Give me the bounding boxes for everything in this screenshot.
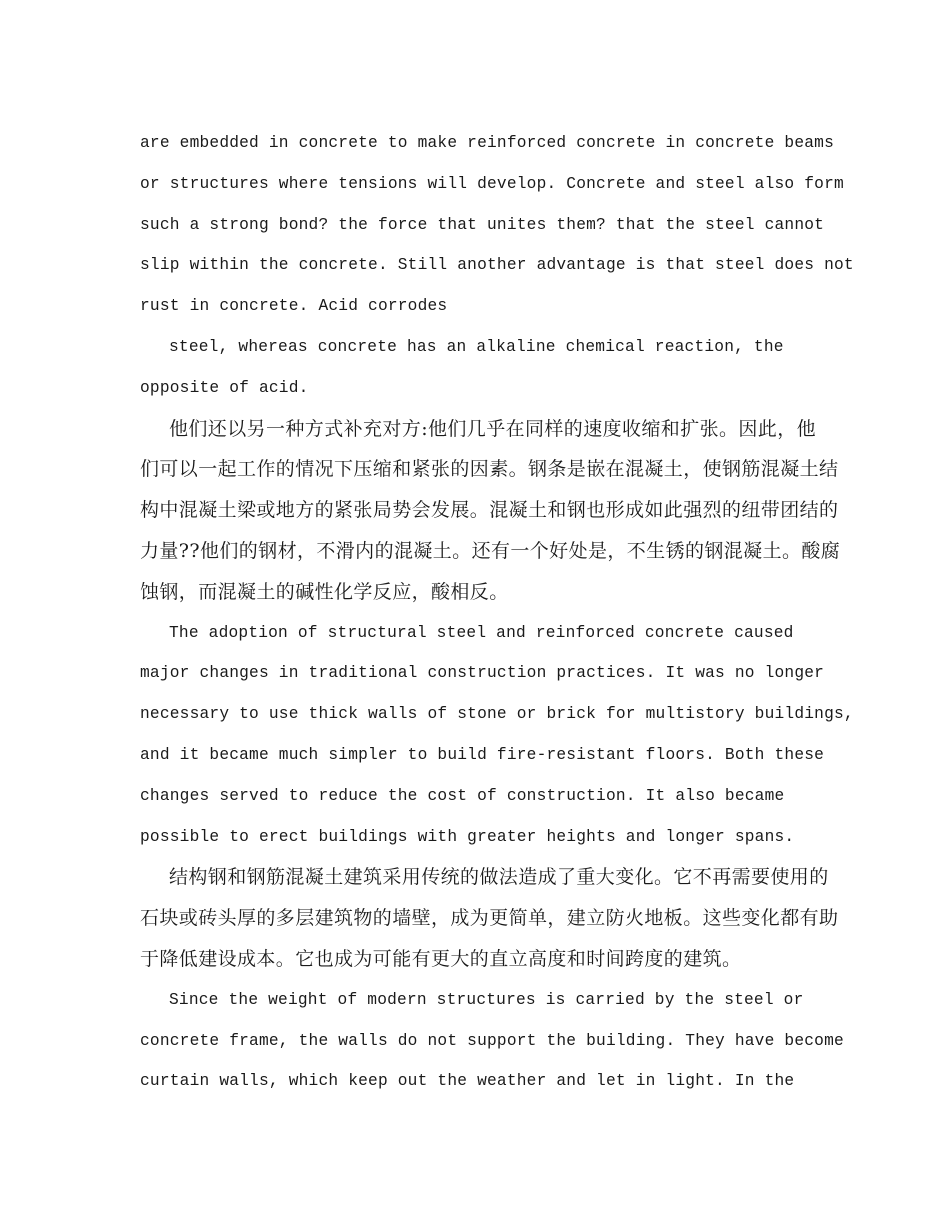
text-line: opposite of acid. <box>140 378 309 397</box>
text-line: major changes in traditional construction practices. It was no longer <box>140 664 825 683</box>
text-line: and it became much simpler to build fire-resistant floors. Both these <box>140 745 825 764</box>
text-line: slip within the concrete. Still another advantage is that steel does not <box>140 256 854 275</box>
paragraph-zh-2 <box>140 857 839 979</box>
text-line: or structures where tensions will develop. Concrete and steel also form <box>140 174 844 193</box>
text-line: 于降低建设成本。它也成为可能有更大的直立高度和时间跨度的建筑。 <box>140 947 742 970</box>
text-line: The adoption of structural steel and reinforced concrete caused <box>169 623 794 642</box>
text-line: 蚀钢，而混凝土的碱性化学反应，酸相反。 <box>140 580 509 603</box>
text-line: are embedded in concrete to make reinforced concrete in concrete beams <box>140 134 834 152</box>
document-body <box>140 123 854 1102</box>
text-line: changes served to reduce the cost of construction. It also became <box>140 786 785 805</box>
text-line: rust in concrete. Acid corrodes <box>140 297 448 316</box>
text-line: Since the weight of modern structures is carried by the steel or <box>169 990 804 1009</box>
text-line: possible to erect buildings with greater heights and longer spans. <box>140 827 795 846</box>
paragraph-en-2 <box>140 327 812 409</box>
paragraph-zh-1 <box>140 409 841 613</box>
paragraph-en-3 <box>140 613 854 858</box>
text-line: 们可以一起工作的情况下压缩和紧张的因素。钢条是嵌在混凝土，使钢筋混凝土结 <box>140 458 839 481</box>
text-line: 结构钢和钢筋混凝土建筑采用传统的做法造成了重大变化。它不再需要使用的 <box>169 866 829 889</box>
text-line: 他们还以另一种方式补充对方:他们几乎在同样的速度收缩和扩张。因此，他 <box>169 417 817 440</box>
text-line: 构中混凝土梁或地方的紧张局势会发展。混凝土和钢也形成如此强烈的纽带团结的 <box>140 499 839 522</box>
paragraph-en-1 <box>140 123 854 327</box>
text-line: 力量??他们的钢材，不滑内的混凝土。还有一个好处是，不生锈的钢混凝土。酸腐 <box>140 539 841 562</box>
text-line: 石块或砖头厚的多层建筑物的墙壁，成为更简单，建立防火地板。这些变化都有助 <box>140 907 839 930</box>
text-line: necessary to use thick walls of stone or brick for multistory buildings, <box>140 705 854 724</box>
text-line: steel, whereas concrete has an alkaline chemical reaction, the <box>169 337 784 356</box>
paragraph-en-4 <box>140 980 844 1102</box>
text-line: concrete frame, the walls do not support the building. They have become <box>140 1031 844 1050</box>
text-line: curtain walls, which keep out the weather and let in light. In the <box>140 1072 795 1091</box>
text-line: such a strong bond? the force that unites them? that the steel cannot <box>140 215 825 234</box>
